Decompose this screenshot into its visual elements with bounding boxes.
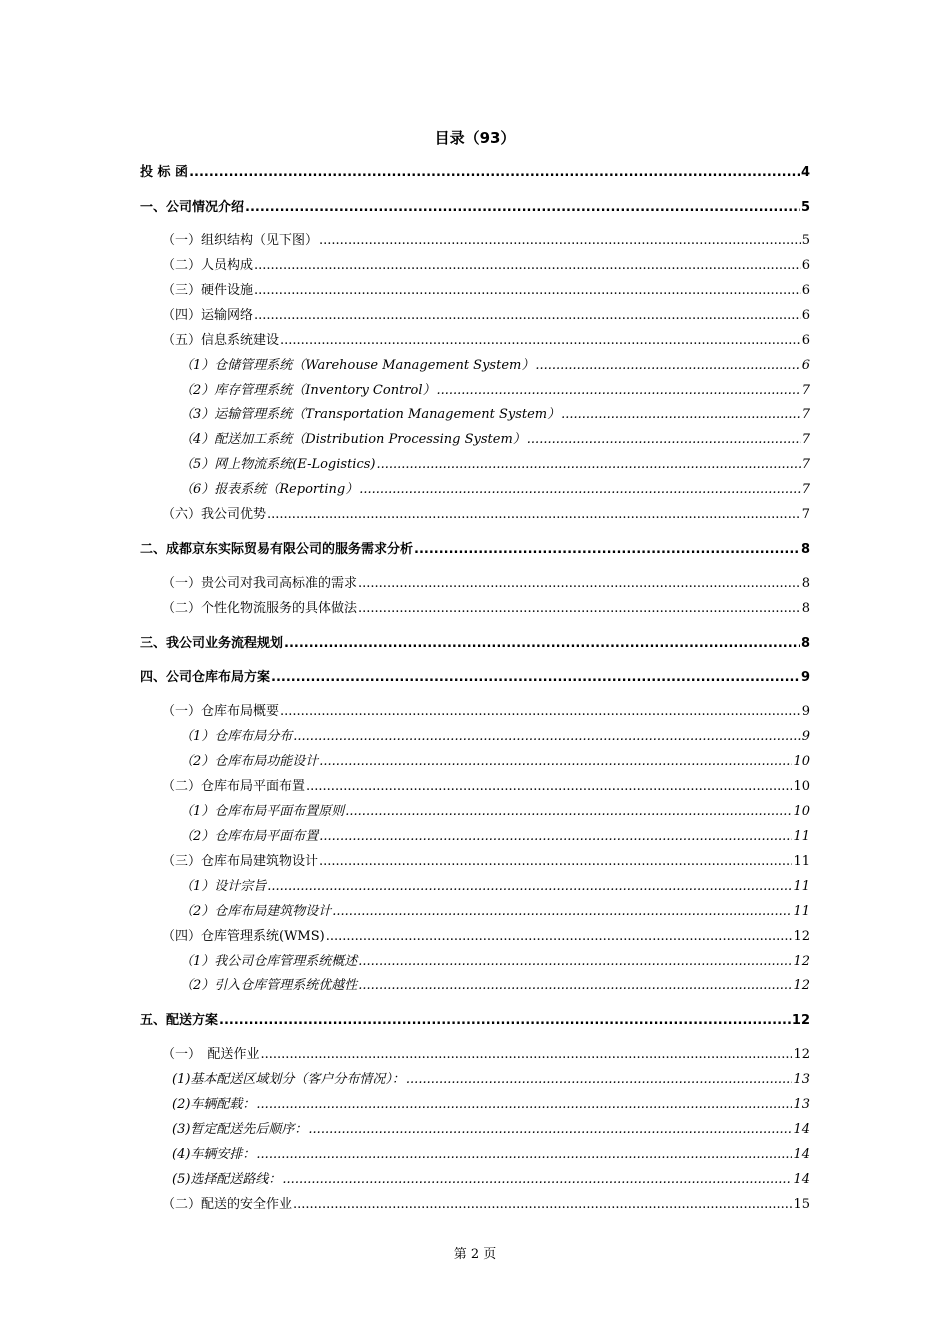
toc-entry[interactable] [162,307,810,325]
toc-entry[interactable] [180,977,810,995]
toc-entry-page: 8 [801,601,810,616]
toc-entry[interactable] [140,669,810,687]
toc-entry-label: (3)暂定配送先后顺序： [172,1122,308,1137]
toc-entry-label: （二）人员构成 [162,258,254,273]
toc-entry-page: 14 [793,1172,810,1187]
toc-leader [293,1196,792,1214]
toc-entry-label: （二）仓库布局平面布置 [162,779,306,794]
toc-entry-label: （1）仓库布局平面布置原则 [180,804,345,819]
toc-entry-page: 7 [801,482,810,497]
toc-leader [414,541,800,559]
toc-entry[interactable] [162,232,810,250]
toc-entry-page: 10 [793,754,810,769]
toc-entry-page: 14 [793,1147,810,1162]
toc-entry-page: 7 [801,383,810,398]
toc-leader [319,753,792,771]
toc-entry-label: （二）个性化物流服务的具体做法 [162,601,358,616]
toc-entry[interactable] [180,728,810,746]
toc-entry-page: 4 [800,165,810,180]
toc-entry-label: （一） 配送作业 [162,1047,260,1062]
toc-leader [345,803,792,821]
toc-leader [254,282,801,300]
toc-entry-page: 9 [800,670,810,685]
page-footer: 第 2 页 [453,1247,497,1262]
toc-leader [319,828,792,846]
toc-entry-page: 8 [800,542,810,557]
toc-entry[interactable] [140,635,810,653]
toc-entry-page: 12 [793,929,810,944]
toc-entry-page: 11 [793,904,810,919]
toc-entry-page: 11 [793,854,810,869]
toc-entry[interactable] [180,456,810,474]
toc-entry-page: 12 [793,1047,810,1062]
toc-entry[interactable] [180,357,810,375]
toc-leader [358,977,792,995]
toc-leader [254,257,801,275]
toc-entry[interactable] [162,600,810,618]
toc-leader [267,506,801,524]
toc-entry-page: 7 [801,432,810,447]
toc-entry-label: （4）配送加工系统（Distribution Processing System） [180,432,526,447]
toc-entry[interactable] [162,506,810,524]
toc-leader [358,600,801,618]
toc-entry-label: (5)选择配送路线： [172,1172,282,1187]
toc-entry-page: 12 [793,954,810,969]
toc-entry-page: 7 [801,407,810,422]
toc-entry-label: （1）设计宗旨 [180,879,267,894]
toc-entry-page: 10 [793,779,810,794]
toc-leader [189,164,800,182]
toc-entry[interactable] [180,953,810,971]
toc-entry-label: （一）贵公司对我司高标准的需求 [162,576,358,591]
toc-entry-label: (2)车辆配载： [172,1097,256,1112]
toc-entry[interactable] [172,1071,810,1089]
toc-entry-page: 15 [793,1197,810,1212]
toc-leader [319,853,792,871]
toc-leader [282,1171,792,1189]
toc-entry[interactable] [140,199,810,217]
toc-leader [359,481,801,499]
toc-entry[interactable] [140,164,810,182]
toc-leader [280,332,801,350]
toc-entry-label: （2）库存管理系统（Inventory Control） [180,383,436,398]
toc-entry-label: （5）网上物流系统(E-Logistics) [180,457,376,472]
toc-entry-page: 7 [801,457,810,472]
toc-entry-page: 5 [801,233,810,248]
toc-entry-page: 6 [801,308,810,323]
toc-entry-label: （2）引入仓库管理系统优越性 [180,978,358,993]
toc-entry-label: （1）我公司仓库管理系统概述 [180,954,358,969]
toc-entry-label: （四）仓库管理系统(WMS) [162,929,325,944]
toc-leader [284,635,800,653]
toc-entry-label: 一、公司情况介绍 [140,200,245,215]
toc-leader [219,1012,791,1030]
toc-entry[interactable] [162,853,810,871]
toc-leader [406,1071,793,1089]
toc-entry[interactable] [172,1121,810,1139]
toc-entry-page: 6 [801,258,810,273]
toc-entry-page: 12 [793,978,810,993]
toc-leader [358,575,801,593]
toc-entry[interactable] [162,703,810,721]
toc-entry[interactable] [180,828,810,846]
toc-entry-label: （3）运输管理系统（Transportation Management System） [180,407,561,422]
toc-leader [437,382,801,400]
toc-leader [332,903,792,921]
toc-entry-label: 三、我公司业务流程规划 [140,636,284,651]
toc-entry-label: （2）仓库布局平面布置 [180,829,319,844]
toc-leader [535,357,800,375]
toc-leader [254,307,801,325]
toc-entry-label: （1）仓库布局分布 [180,729,293,744]
toc-entry[interactable] [180,903,810,921]
toc-entry-label: （1）仓储管理系统（Warehouse Management System） [180,358,535,373]
toc-leader [319,232,801,250]
toc-entry-label: （一）组织结构（见下图） [162,233,319,248]
toc-entry[interactable] [172,1171,810,1189]
toc-entry-page: 6 [801,283,810,298]
toc-entry-label: （2）仓库布局建筑物设计 [180,904,332,919]
toc-entry[interactable] [172,1146,810,1164]
toc-entry-page: 11 [793,829,810,844]
toc-entry-label: 五、配送方案 [140,1013,219,1028]
toc-entry[interactable] [180,406,810,424]
toc-entry-label: （二）配送的安全作业 [162,1197,293,1212]
toc-entry-label: （三）硬件设施 [162,283,254,298]
toc-entry[interactable] [162,257,810,275]
toc-entry-page: 8 [800,636,810,651]
toc-entry-label: 投 标 函 [140,165,189,180]
toc-leader [256,1146,792,1164]
toc-entry[interactable] [162,778,810,796]
toc-leader [280,703,801,721]
toc-entry-page: 9 [801,729,810,744]
toc-entry-page: 13 [793,1097,810,1112]
toc-leader [267,878,792,896]
toc-leader [271,669,800,687]
toc-entry-page: 11 [793,879,810,894]
toc-entry[interactable] [162,928,810,946]
toc-leader [561,406,801,424]
toc-leader [256,1096,792,1114]
toc-entry-label: 二、成都京东实际贸易有限公司的服务需求分析 [140,542,414,557]
toc-entry-page: 8 [801,576,810,591]
toc-leader [376,456,800,474]
toc-entry[interactable] [162,282,810,300]
toc-entry-label: （六）我公司优势 [162,507,267,522]
toc-leader [358,953,792,971]
toc-entry-page: 9 [801,704,810,719]
toc-entry-page: 12 [791,1013,810,1028]
toc-entry-label: （四）运输网络 [162,308,254,323]
toc-entry[interactable] [140,1012,810,1030]
toc-entry-label: （五）信息系统建设 [162,333,280,348]
toc-leader [308,1121,792,1139]
toc-leader [527,431,801,449]
toc-entry[interactable] [180,481,810,499]
toc-entry[interactable] [162,332,810,350]
toc-leader [326,928,793,946]
toc-entry[interactable] [180,431,810,449]
toc-entry[interactable] [162,575,810,593]
toc-entry-label: （6）报表系统（Reporting） [180,482,359,497]
toc-entry-label: 四、公司仓库布局方案 [140,670,271,685]
toc-leader [245,199,800,217]
toc-entry-page: 6 [801,333,810,348]
toc-entry-page: 10 [793,804,810,819]
toc-entry[interactable] [172,1096,810,1114]
toc-entry-page: 14 [793,1122,810,1137]
toc-entry[interactable] [140,541,810,559]
toc-leader [306,778,792,796]
toc-entry-label: (4)车辆安排： [172,1147,256,1162]
toc-entry[interactable] [162,1196,810,1214]
toc-entry-page: 6 [801,358,810,373]
toc-entry[interactable] [180,803,810,821]
toc-title: 目录（93） [434,129,516,147]
toc-entry[interactable] [180,753,810,771]
toc-entry-page: 5 [800,200,810,215]
toc-leader [293,728,800,746]
toc-entry[interactable] [162,1046,810,1064]
toc-entry[interactable] [180,382,810,400]
toc-entry-page: 7 [801,507,810,522]
toc-leader [261,1046,793,1064]
toc-entry-label: （一）仓库布局概要 [162,704,280,719]
toc-entry-label: （2）仓库布局功能设计 [180,754,319,769]
toc-entry-label: (1)基本配送区域划分（客户分布情况）： [172,1072,405,1087]
toc-entry-label: （三）仓库布局建筑物设计 [162,854,319,869]
toc-entry[interactable] [180,878,810,896]
toc-entry-page: 13 [793,1072,810,1087]
